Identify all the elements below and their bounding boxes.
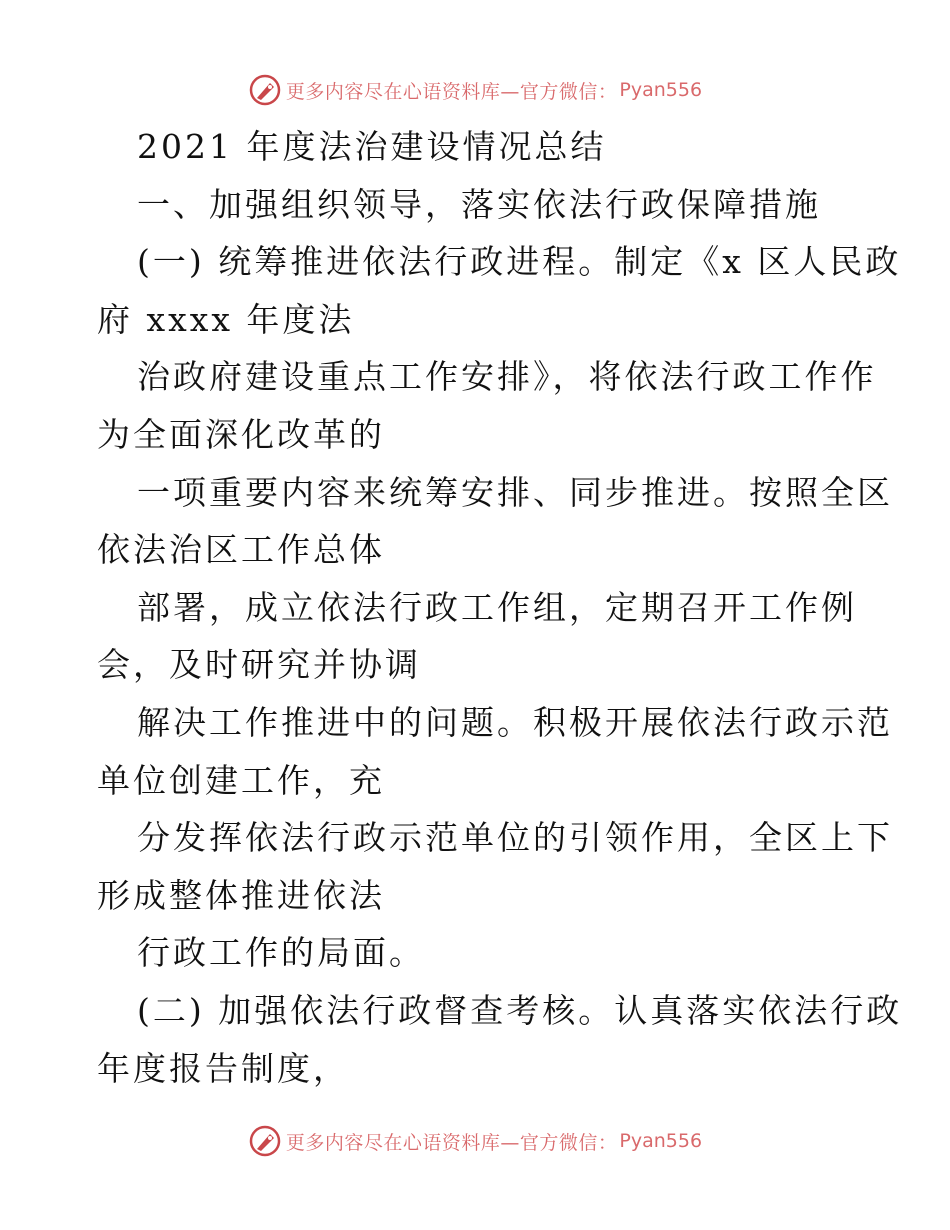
paragraph-line: (一) 统筹推进依法行政进程。制定《x 区人民政 — [137, 242, 902, 282]
paragraph-line: (二) 加强依法行政督查考核。认真落实依法行政 — [137, 990, 903, 1030]
document-title: 2021 年度法治建设情况总结 — [137, 127, 607, 166]
paragraph-line: 部署，成立依法行政工作组，定期召开工作例 — [137, 587, 857, 627]
pen-nib-circle-logo-icon — [248, 1124, 282, 1158]
paragraph-line: 一项重要内容来统筹安排、同步推进。按照全区 — [137, 472, 893, 512]
paragraph-line: 治政府建设重点工作安排》，将依法行政工作作 — [137, 357, 877, 397]
paragraph-line: 年度报告制度， — [97, 1048, 349, 1088]
watermark-wechat-id: Pyan556 — [619, 1130, 703, 1152]
watermark-wechat-id: Pyan556 — [619, 79, 703, 101]
paragraph-line: 为全面深化改革的 — [97, 414, 385, 454]
paragraph-line: 行政工作的局面。 — [137, 933, 425, 973]
paragraph-line: 依法治区工作总体 — [97, 530, 385, 570]
watermark-text: 更多内容尽在心语资料库—官方微信： — [285, 1131, 618, 1154]
paragraph-line: 解决工作推进中的问题。积极开展依法行政示范 — [137, 702, 893, 742]
watermark-text: 更多内容尽在心语资料库—官方微信： — [285, 80, 618, 103]
paragraph-line: 府 xxxx 年度法 — [97, 299, 355, 339]
footer-watermark — [0, 1121, 950, 1161]
paragraph-line: 单位创建工作，充 — [97, 760, 385, 800]
paragraph-line: 会，及时研究并协调 — [97, 645, 421, 685]
paragraph-line: 形成整体推进依法 — [97, 875, 385, 915]
header-watermark — [0, 70, 950, 110]
paragraph-line: 分发挥依法行政示范单位的引领作用，全区上下 — [137, 818, 893, 858]
document-body — [97, 118, 903, 1097]
section-heading: 一、加强组织领导，落实依法行政保障措施 — [137, 184, 821, 224]
pen-nib-circle-logo-icon — [248, 73, 282, 107]
